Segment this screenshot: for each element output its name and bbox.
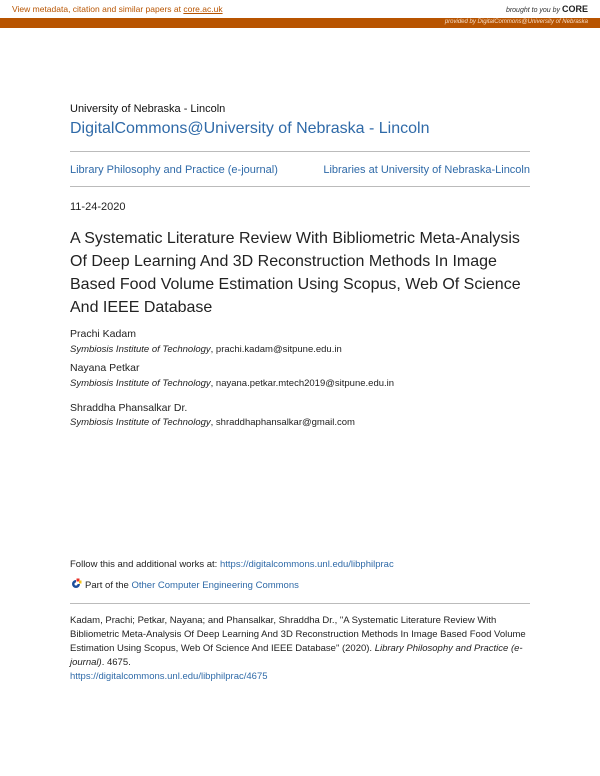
institution: University of Nebraska - Lincoln bbox=[70, 103, 226, 115]
provided-by: provided by DigitalCommons@University of Nebraska bbox=[444, 19, 588, 25]
citation: Kadam, Prachi; Petkar, Nayana; and Phansalkar, Shraddha Dr., "A Systematic Literature Review With Bibliometric Meta-Analysis Of Deep Learning And 3D Reconstruction Methods In Image Based Food Volume Estimation Using Scopus, Web Of Science And IEEE Database" (2020). Library Philosophy and Practice (e-journal). 4675. https://digitalcommons.unl.edu/libphilprac/4675 bbox=[70, 615, 526, 682]
core-logo: CORE bbox=[561, 4, 588, 14]
paper-title: A Systematic Literature Review With Bibliometric Meta-Analysis Of Deep Learning And 3D Reconstruction Methods In Image Based Food Volume Estimation Using Scopus, Web Of Science And IEEE Database bbox=[70, 230, 521, 316]
follow-line: Follow this and additional works at: https://digitalcommons.unl.edu/libphilprac bbox=[70, 559, 394, 570]
core-prefix: View metadata, citation and similar papers at bbox=[12, 4, 184, 14]
bepress-logo-icon bbox=[70, 578, 82, 590]
follow-url[interactable]: https://digitalcommons.unl.edu/libphilprac bbox=[219, 559, 394, 570]
series-link[interactable]: Library Philosophy and Practice (e-journal) bbox=[70, 164, 278, 176]
core-link[interactable]: core.ac.uk bbox=[183, 4, 223, 14]
citation-url[interactable]: https://digitalcommons.unl.edu/libphilprac/4675 bbox=[70, 671, 268, 682]
brought-text: brought to you by bbox=[505, 7, 561, 14]
author-name: Shraddha Phansalkar Dr. bbox=[70, 402, 188, 414]
author-name: Prachi Kadam bbox=[70, 328, 136, 340]
repository-link[interactable]: DigitalCommons@University of Nebraska - Lincoln bbox=[70, 120, 430, 137]
part-of-line: Part of the Other Computer Engineering Commons bbox=[70, 578, 299, 591]
commons-link[interactable]: Other Computer Engineering Commons bbox=[131, 580, 299, 591]
author-affiliation: Symbiosis Institute of Technology, shraddhaphansalkar@gmail.com bbox=[70, 417, 355, 428]
divider bbox=[70, 151, 530, 152]
author-affiliation: Symbiosis Institute of Technology, prachi.kadam@sitpune.edu.in bbox=[70, 344, 342, 355]
libraries-link[interactable]: Libraries at University of Nebraska-Lincoln bbox=[323, 164, 530, 176]
date: 11-24-2020 bbox=[70, 201, 126, 213]
divider bbox=[70, 603, 530, 604]
core-metadata-link[interactable] bbox=[12, 4, 223, 14]
divider bbox=[70, 186, 530, 187]
author-affiliation: Symbiosis Institute of Technology, nayana.petkar.mtech2019@sitpune.edu.in bbox=[70, 378, 395, 389]
brought-by bbox=[506, 4, 588, 14]
author-name: Nayana Petkar bbox=[70, 362, 140, 374]
